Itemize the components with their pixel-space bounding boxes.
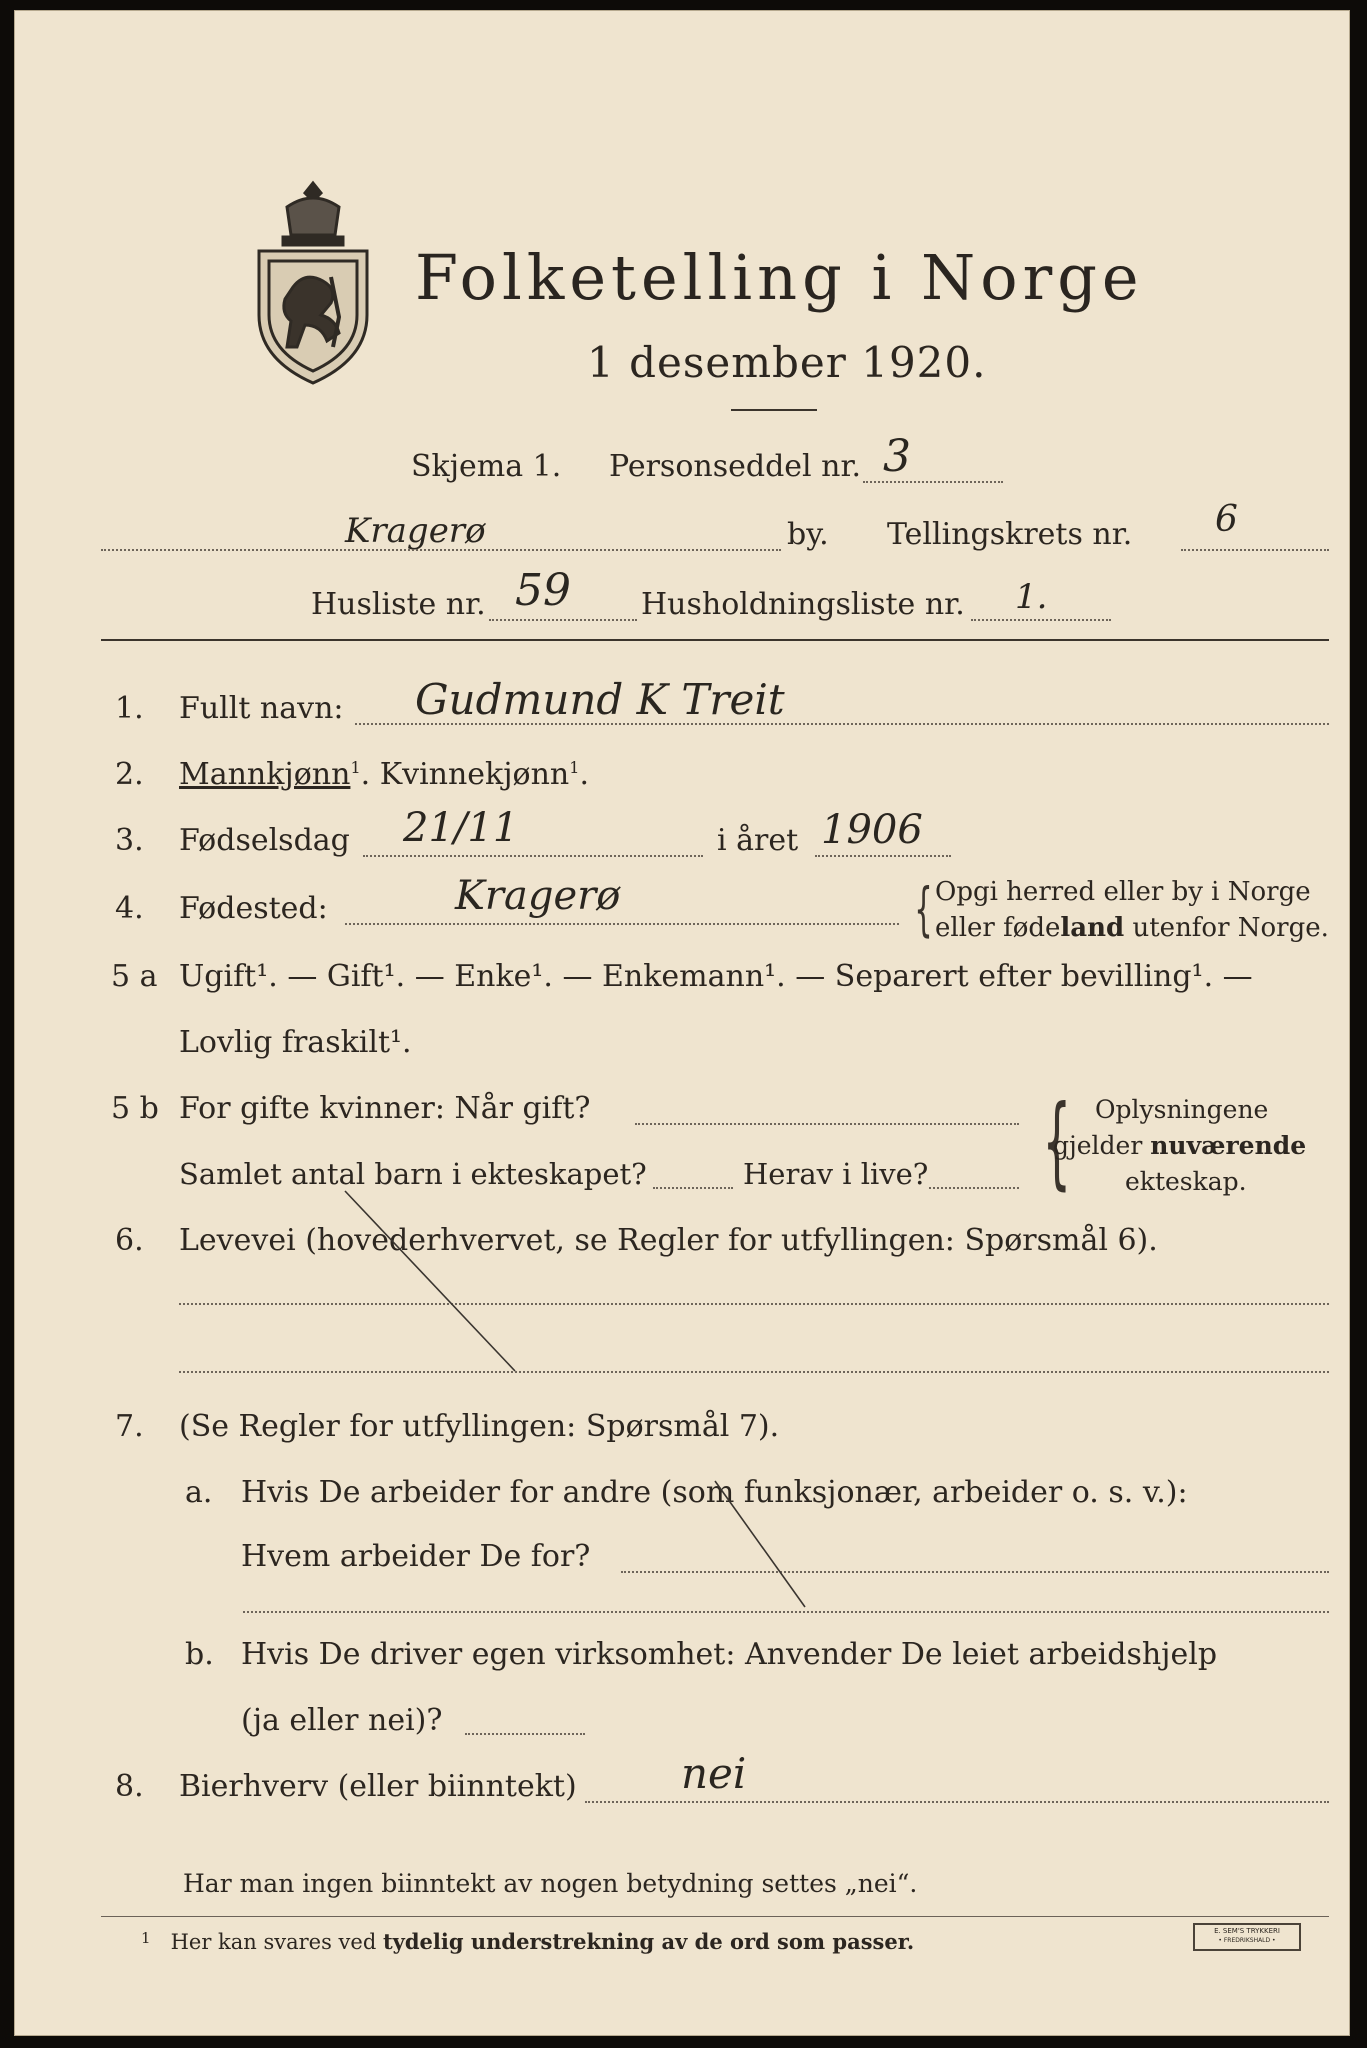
q1-label: Fullt navn:	[179, 691, 344, 726]
q5a-number: 5 a	[111, 959, 158, 994]
tellingskrets-dotted-line	[1181, 549, 1329, 551]
q5b-barn-dotted-line	[653, 1187, 733, 1189]
q5b-number: 5 b	[111, 1091, 159, 1126]
q5b-note-text-bold: nuværende	[1150, 1131, 1307, 1160]
q5a-text-line2: Lovlig fraskilt¹.	[179, 1025, 412, 1060]
q7b-dotted-line	[465, 1733, 585, 1735]
q6-dotted-line-1	[179, 1303, 1329, 1305]
footnote-divider	[101, 1916, 1329, 1917]
personseddel-label: Personseddel nr.	[609, 449, 862, 484]
q1-value: Gudmund K Treit	[415, 675, 785, 724]
printer-stamp-line1: E. SEM'S TRYKKERI	[1214, 1927, 1280, 1935]
q5b-note-line2	[1053, 1131, 1306, 1160]
footnote	[141, 1929, 914, 1954]
norway-coat-of-arms-icon	[247, 177, 379, 387]
form-date: 1 desember 1920.	[587, 338, 987, 387]
q7b-letter: b.	[185, 1637, 214, 1672]
q4-note-line2	[935, 913, 1329, 943]
q2-options: Mannkjønn$^1$. Kvinnekjønn$^1$.	[179, 757, 589, 792]
q8-number: 8.	[115, 1769, 144, 1804]
q3-year-dotted-line	[815, 855, 951, 857]
q3-value: 21/11	[403, 805, 519, 851]
q4-note-line1: Opgi herred eller by i Norge	[935, 877, 1311, 907]
husliste-dotted-line	[489, 619, 637, 621]
husliste-value: 59	[515, 565, 571, 616]
q2-kvinnekjonn: Kvinnekjønn	[379, 757, 570, 792]
q6-text: Levevei (hovederhvervet, se Regler for utfyllingen: Spørsmål 6).	[179, 1223, 1158, 1258]
q3-dotted-line	[363, 855, 703, 857]
q7a-dotted-line	[621, 1571, 1329, 1573]
q3-year-label: i året	[717, 823, 799, 858]
q2-mannkjonn: Mannkjønn	[179, 757, 351, 792]
q5b-label-line3: Herav i live?	[743, 1157, 929, 1191]
q7a-text-line2: Hvem arbeider De for?	[241, 1539, 591, 1574]
q5a-text: Ugift¹. — Gift¹. — Enke¹. — Enkemann¹. — Separert efter bevilling¹. —	[179, 959, 1253, 994]
q6-number: 6.	[115, 1223, 144, 1258]
by-label: by.	[787, 517, 829, 552]
q3-label: Fødselsdag	[179, 823, 350, 858]
q8-dotted-line	[585, 1801, 1329, 1803]
q5b-note-text-a: gjelder	[1053, 1131, 1151, 1160]
q7b-text: Hvis De driver egen virksomhet: Anvender De leiet arbeidshjelp	[241, 1637, 1218, 1672]
q4-label: Fødested:	[179, 891, 328, 926]
q5b-label-line2: Samlet antal barn i ekteskapet?	[179, 1157, 647, 1191]
q7-number: 7.	[115, 1409, 144, 1444]
q7b-text-line2: (ja eller nei)?	[241, 1703, 443, 1738]
footnote-text: Her kan svares ved	[170, 1930, 383, 1954]
q5b-brace: {	[1042, 1083, 1072, 1200]
town-dotted-line	[101, 549, 781, 551]
footnote-number: 1	[141, 1929, 151, 1947]
q5b-label: For gifte kvinner: Når gift?	[179, 1091, 591, 1126]
q8-label: Bierhverv (eller biinntekt)	[179, 1769, 577, 1804]
q7a-dotted-line-2	[243, 1611, 1329, 1613]
q1-dotted-line	[355, 723, 1329, 725]
personseddel-value: 3	[883, 431, 911, 482]
q1-number: 1.	[115, 691, 144, 726]
town-value: Kragerø	[345, 511, 486, 551]
tellingskrets-value: 6	[1215, 499, 1238, 540]
footer-note: Har man ingen biinntekt av nogen betydning settes „nei“.	[183, 1869, 918, 1898]
q6-dotted-line-2	[179, 1371, 1329, 1373]
husholdningsliste-label: Husholdningsliste nr.	[641, 587, 965, 622]
form-title: Folketelling i Norge	[415, 241, 1144, 314]
husliste-label: Husliste nr.	[311, 587, 486, 622]
q3-year-value: 1906	[821, 807, 923, 853]
skjema-label: Skjema 1.	[411, 449, 562, 484]
q4-note-text-a: eller føde	[935, 913, 1061, 943]
census-form	[14, 10, 1350, 2036]
husholdningsliste-dotted-line	[971, 619, 1111, 621]
q4-note-text-bold: land	[1060, 913, 1125, 943]
q7a-letter: a.	[185, 1475, 213, 1510]
tellingskrets-label: Tellingskrets nr.	[887, 517, 1133, 552]
q2-number: 2.	[115, 757, 144, 792]
q7a-text: Hvis De arbeider for andre (som funksjonær, arbeider o. s. v.):	[241, 1475, 1188, 1510]
q5b-dotted-line	[635, 1123, 1019, 1125]
q5b-note-line3: ekteskap.	[1125, 1167, 1247, 1196]
q5b-note-line1: Oplysningene	[1095, 1095, 1269, 1124]
footnote-text-bold: tydelig understrekning av de ord som passer.	[382, 1929, 915, 1954]
pen-strokes	[15, 11, 1351, 2037]
header-divider	[101, 639, 1329, 641]
title-divider	[731, 409, 817, 411]
q5b-live-dotted-line	[929, 1187, 1019, 1189]
q4-dotted-line	[345, 923, 899, 925]
q8-value: nei	[681, 1749, 747, 1798]
q4-brace: {	[914, 875, 933, 943]
q4-value: Kragerø	[455, 873, 621, 919]
q4-number: 4.	[115, 891, 144, 926]
q3-number: 3.	[115, 823, 144, 858]
printer-stamp	[1193, 1923, 1301, 1951]
q4-note-text-c: utenfor Norge.	[1124, 913, 1329, 943]
printer-stamp-line2: • FREDRIKSHALD •	[1218, 1937, 1276, 1944]
husholdningsliste-value: 1.	[1015, 577, 1048, 617]
personseddel-dotted-line	[863, 481, 1003, 483]
q7-text: (Se Regler for utfyllingen: Spørsmål 7).	[179, 1409, 780, 1444]
